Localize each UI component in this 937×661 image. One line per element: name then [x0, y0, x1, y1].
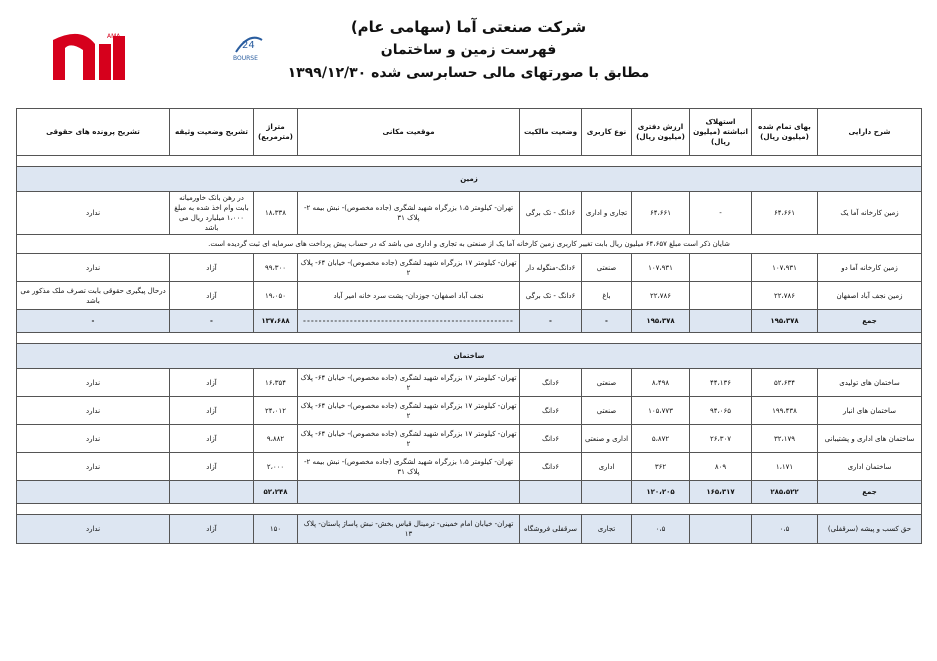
table-row: [17, 397, 922, 425]
table-cell: ۹۴،۰۶۵: [690, 397, 752, 425]
table-cell: تهران- کیلومتر ۱،۵ بزرگراه شهید لشگری (جاده مخصوص)- نبش بیمه ۲- پلاک ۳۱: [298, 192, 520, 235]
table-cell: ۱۹۵،۳۷۸: [752, 310, 818, 333]
table-cell: صنعتی: [582, 254, 632, 282]
table-cell: تجاری و اداری: [582, 192, 632, 235]
table-cell: -: [520, 310, 582, 333]
table-body: [17, 156, 922, 544]
table-cell: [690, 282, 752, 310]
spacer-cell: [17, 333, 922, 344]
table-cell: آزاد: [170, 282, 254, 310]
table-cell: -: [170, 310, 254, 333]
table-cell: ۶دانگ - تک برگی: [520, 282, 582, 310]
section-title: زمین: [17, 167, 922, 192]
table-cell: ۶دانگ: [520, 425, 582, 453]
table-cell: در رهن بانک خاورمیانه بابت وام اخذ شده به مبلغ ۱،۰۰۰ میلیارد ریال می باشد: [170, 192, 254, 235]
ama-logo-small-text: AMA: [107, 33, 121, 40]
table-cell: [298, 481, 520, 504]
spacer-cell: [17, 504, 922, 515]
table-cell: ۹،۸۸۲: [254, 425, 298, 453]
table-cell: ۶دانگ: [520, 369, 582, 397]
spacer-cell: [17, 156, 922, 167]
table-cell: ۱۹۵،۳۷۸: [632, 310, 690, 333]
table-cell: زمین کارخانه آما دو: [818, 254, 922, 282]
table-cell: ندارد: [17, 192, 170, 235]
table-cell: ۶دانگ: [520, 397, 582, 425]
table-cell: زمین نجف آباد اصفهان: [818, 282, 922, 310]
table-cell: تهران- کیلومتر ۱۷ بزرگراه شهید لشگری (جاده مخصوص)- خیابان ۶۴- پلاک ۲: [298, 369, 520, 397]
table-cell: -: [690, 192, 752, 235]
table-cell: ۰،۵: [752, 515, 818, 544]
table-cell: تهران- کیلومتر ۱۷ بزرگراه شهید لشگری (جاده مخصوص)- خیابان ۶۴- پلاک ۲: [298, 254, 520, 282]
table-cell: [17, 481, 170, 504]
column-header: شرح دارایی: [818, 109, 922, 156]
table-cell: ۱۳۷،۶۸۸: [254, 310, 298, 333]
table-cell: ۱۹،۰۵۰: [254, 282, 298, 310]
table-cell: -: [17, 310, 170, 333]
spacer-row: [17, 156, 922, 167]
table-cell: [690, 515, 752, 544]
table-cell: ۲۸۵،۵۲۲: [752, 481, 818, 504]
table-cell: ۹۹،۳۰۰: [254, 254, 298, 282]
table-cell: ۲۲،۷۸۶: [632, 282, 690, 310]
column-header: نوع کاربری: [582, 109, 632, 156]
table-cell: ۲۲،۷۸۶: [752, 282, 818, 310]
table-cell: تهران- کیلومتر ۱،۵ بزرگراه شهید لشگری (جاده مخصوص)- نبش بیمه ۲- پلاک ۳۱: [298, 453, 520, 481]
table-cell: ساختمان های اداری و پشتیبانی: [818, 425, 922, 453]
table-cell: تهران- کیلومتر ۱۷ بزرگراه شهید لشگری (جاده مخصوص)- خیابان ۶۴- پلاک ۲: [298, 425, 520, 453]
table-cell: ۱۹۹،۴۳۸: [752, 397, 818, 425]
column-header: تشریح وضعیت وثیقه: [170, 109, 254, 156]
section-title: ساختمان: [17, 344, 922, 369]
table-cell: ۱،۱۷۱: [752, 453, 818, 481]
table-cell: زمین کارخانه آما یک: [818, 192, 922, 235]
table-cell: ۴۴،۱۳۶: [690, 369, 752, 397]
table-cell: ۱۰۵،۷۷۳: [632, 397, 690, 425]
table-cell: ۵۲،۲۴۸: [254, 481, 298, 504]
table-cell: صنعتی: [582, 369, 632, 397]
table-cell: ۱۲۰،۲۰۵: [632, 481, 690, 504]
document-header: [0, 0, 937, 115]
table-cell: [690, 254, 752, 282]
table-cell: ساختمان های تولیدی: [818, 369, 922, 397]
table-cell: آزاد: [170, 453, 254, 481]
table-cell: ۱۵۰: [254, 515, 298, 544]
table-cell: ۱۰۷،۹۳۱: [632, 254, 690, 282]
bourse-logo-number: 24: [242, 40, 255, 51]
table-cell: ۱۶۵،۳۱۷: [690, 481, 752, 504]
document-subtitle: فهرست زمین و ساختمان: [380, 42, 557, 58]
table-cell: ۲۶،۳۰۷: [690, 425, 752, 453]
table-cell: ندارد: [17, 515, 170, 544]
table-cell: ۶۴،۶۶۱: [752, 192, 818, 235]
table-cell: ۳۶۲: [632, 453, 690, 481]
table-cell: آزاد: [170, 515, 254, 544]
table-row: [17, 369, 922, 397]
table-cell: ۸۰۹: [690, 453, 752, 481]
table-cell: آزاد: [170, 425, 254, 453]
table-cell: تجاری: [582, 515, 632, 544]
table-cell: تهران- خیابان امام خمینی- ترمینال قیاس بخش- نبش پاساژ پاستان- پلاک ۱۳: [298, 515, 520, 544]
table-cell: جمع: [818, 310, 922, 333]
table-row: [17, 192, 922, 235]
table-row: [17, 254, 922, 282]
table-cell: ۵،۸۷۲: [632, 425, 690, 453]
table-cell: ندارد: [17, 425, 170, 453]
land-building-table: [16, 108, 922, 544]
table-cell: ساختمان های انبار: [818, 397, 922, 425]
section-row: [17, 167, 922, 192]
table-cell: ۸،۴۹۸: [632, 369, 690, 397]
section-row: [17, 344, 922, 369]
table-cell: اداری و صنعتی: [582, 425, 632, 453]
table-cell: [520, 481, 582, 504]
table-cell: ۱۸،۳۳۸: [254, 192, 298, 235]
bourse-logo-text: BOURSE: [233, 55, 258, 62]
table-cell: تهران- کیلومتر ۱۷ بزرگراه شهید لشگری (جاده مخصوص)- خیابان ۶۴- پلاک ۲: [298, 397, 520, 425]
table-cell: ندارد: [17, 254, 170, 282]
spacer-row: [17, 333, 922, 344]
table-row: [17, 282, 922, 310]
column-header: استهلاک انباشته (میلیون ریال): [690, 109, 752, 156]
table-cell: ۲،۰۰۰: [254, 453, 298, 481]
sum-row: [17, 310, 922, 333]
table-cell: ساختمان اداری: [818, 453, 922, 481]
table-cell: ۶دانگ - تک برگی: [520, 192, 582, 235]
note-row: [17, 235, 922, 254]
table-cell: ندارد: [17, 369, 170, 397]
table-cell: ۱۶،۳۵۴: [254, 369, 298, 397]
table-cell: [690, 310, 752, 333]
sum-row: [17, 481, 922, 504]
table-cell: [582, 481, 632, 504]
column-header: ارزش دفتری (میلیون ریال): [632, 109, 690, 156]
column-header: بهای تمام شده (میلیون ریال): [752, 109, 818, 156]
statement-date: مطابق با صورتهای مالی حسابرسی شده ۱۳۹۹/۱۲/۳۰: [287, 65, 650, 81]
table-cell: آزاد: [170, 369, 254, 397]
table-row: [17, 515, 922, 544]
column-header: تشریح پرونده های حقوقی: [17, 109, 170, 156]
table-row: [17, 425, 922, 453]
table-cell: سرقفلی فروشگاه: [520, 515, 582, 544]
table-cell: آزاد: [170, 397, 254, 425]
table-cell: آزاد: [170, 254, 254, 282]
table-header-row: [17, 109, 922, 156]
table-cell: حق کسب و پیشه (سرقفلی): [818, 515, 922, 544]
table-cell: درحال پیگیری حقوقی بابت تصرف ملک مذکور می باشد: [17, 282, 170, 310]
table-row: [17, 453, 922, 481]
spacer-row: [17, 504, 922, 515]
table-cell: باغ: [582, 282, 632, 310]
table-cell: [170, 481, 254, 504]
table-cell: -: [582, 310, 632, 333]
table-cell: ۱۰۷،۹۳۱: [752, 254, 818, 282]
bourse-logo: [232, 30, 266, 64]
table-cell: ۶دانگ: [520, 453, 582, 481]
column-header: موقعیت مکانی: [298, 109, 520, 156]
land-note: شایان ذکر است مبلغ ۶۴،۶۵۷ میلیون ریال بابت تغییر کاربری زمین کارخانه آما یک از صنعتی به تجاری و اداری می باشد که در حساب پیش پرداخت های سرمایه ای ثبت گردیده است.: [17, 235, 922, 254]
table-cell: ۶دانگ-منگوله دار: [520, 254, 582, 282]
table-cell: ۶۴،۶۶۱: [632, 192, 690, 235]
table-cell: ندارد: [17, 397, 170, 425]
column-header: متراژ (مترمربع): [254, 109, 298, 156]
company-name: شرکت صنعتی آما (سهامی عام): [350, 18, 587, 36]
table-cell: ۰،۵: [632, 515, 690, 544]
table-cell: ۵۲،۶۳۴: [752, 369, 818, 397]
table-cell: صنعتی: [582, 397, 632, 425]
column-header: وضعیت مالکیت: [520, 109, 582, 156]
table-cell: ۳۲،۱۷۹: [752, 425, 818, 453]
ama-logo: [51, 30, 129, 82]
table-cell: جمع: [818, 481, 922, 504]
table-cell: ندارد: [17, 453, 170, 481]
table-cell: نجف آباد اصفهان- جوزدان- پشت سرد خانه امیر آباد: [298, 282, 520, 310]
table-cell: اداری: [582, 453, 632, 481]
table-cell: ------------------------------------------------------: [298, 310, 520, 333]
table-cell: ۲۴،۰۱۲: [254, 397, 298, 425]
title-block: [250, 16, 687, 85]
